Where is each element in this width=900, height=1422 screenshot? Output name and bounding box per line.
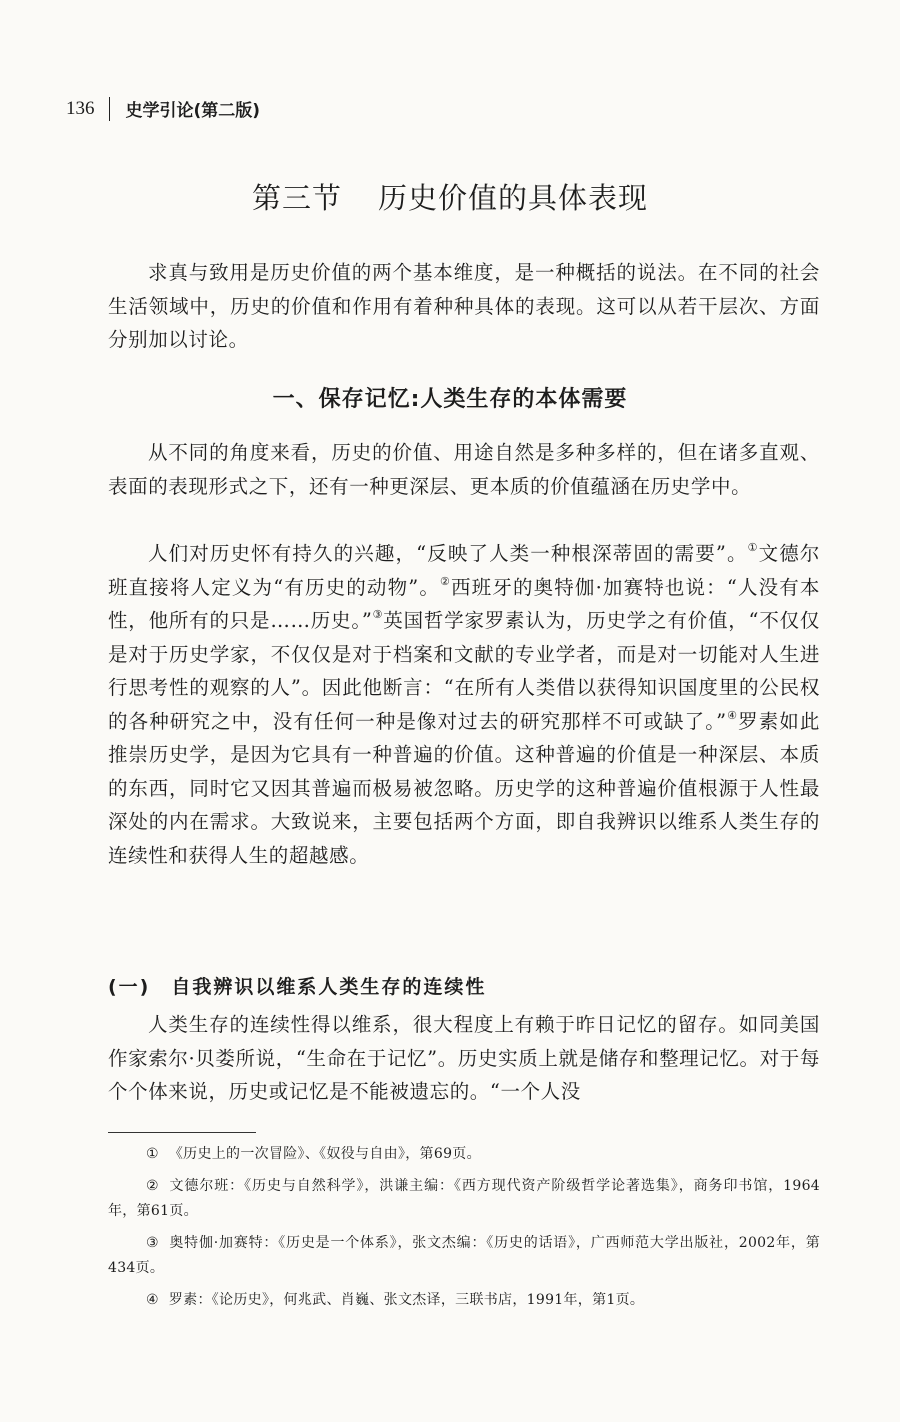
- footnote-mark: ②: [146, 1178, 160, 1194]
- footnote-mark: ④: [146, 1292, 159, 1308]
- footnote-ref-3[interactable]: ③: [372, 608, 384, 621]
- running-header: [66, 96, 260, 121]
- footnote-text: 罗素：《论历史》，何兆武、肖巍、张文杰译，三联书店，1991年，第1页。: [168, 1292, 645, 1308]
- footnote-text: 奥特伽·加赛特：《历史是一个体系》，张文杰编：《历史的话语》，广西师范大学出版社，2002年，第434页。: [108, 1235, 820, 1276]
- footnote-mark: ①: [146, 1146, 159, 1162]
- paragraph-intro: 求真与致用是历史价值的两个基本维度，是一种概括的说法。在不同的社会生活领域中，历史的价值和作用有着种种具体的表现。这可以从若干层次、方面分别加以讨论。: [108, 261, 820, 351]
- page-number: 136: [66, 97, 95, 119]
- subheading-1: 一、保存记忆:人类生存的本体需要: [272, 387, 628, 412]
- paragraph-3-part-e: 罗素如此推崇历史学，是因为它具有一种普遍的价值。这种普遍的价值是一种深层、本质的东西，同时它又因其普遍而极易被忽略。历史学的这种普遍价值根源于人性最深处的内在需求。大致说来，主要包括两个方面，即自我辨识以维系人类生存的连续性和获得人生的超越感。: [108, 709, 820, 867]
- footnote-ref-4[interactable]: ④: [726, 708, 739, 722]
- paragraph-4: 人类生存的连续性得以维系，很大程度上有赖于昨日记忆的留存。如同美国作家索尔·贝娄所说，“生命在于记忆”。历史实质上就是储存和整理记忆。对于每个个体来说，历史或记忆是不能被遗忘的。“一个人没: [108, 1013, 820, 1103]
- footnote-rule: [108, 1132, 256, 1133]
- footnote-mark: ③: [146, 1235, 160, 1251]
- footnote-1: [108, 1142, 820, 1167]
- subheading-2: (一) 自我辨识以维系人类生存的连续性: [108, 976, 487, 998]
- footnote-4: [108, 1288, 820, 1313]
- book-title: 史学引论(第二版): [125, 101, 261, 121]
- footnote-text: 《历史上的一次冒险》、《奴役与自由》，第69页。: [168, 1146, 481, 1162]
- footnote-ref-2[interactable]: ②: [440, 574, 452, 588]
- footnote-2: [108, 1174, 820, 1224]
- section-title: [0, 176, 900, 217]
- paragraph-3-part-c: 西班牙的奥特伽·加赛特也说：“人没有本性，他所有的只是……历史。”: [108, 575, 820, 632]
- section-number: 第三节: [251, 181, 342, 215]
- footnote-text: 文德尔班：《历史与自然科学》，洪谦主编：《西方现代资产阶级哲学论著选集》，商务印书馆，1964年，第61页。: [108, 1178, 820, 1219]
- footnote-3: [108, 1231, 820, 1281]
- footnotes: [108, 1142, 820, 1320]
- footnote-ref-1[interactable]: ①: [747, 541, 759, 554]
- paragraph-3-part-d: 英国哲学家罗素认为，历史学之有价值，“不仅仅是对于历史学家，不仅仅是对于档案和文献的专业学者，而是对一切能对人生进行思考性的观察的人”。因此他断言：“在所有人类借以获得知识国度里的公民权的各种研究之中，没有任何一种是像对过去的研究那样不可或缺了。”: [108, 609, 821, 733]
- paragraph-3: [108, 537, 820, 872]
- paragraph-2: 从不同的角度来看，历史的价值、用途自然是多种多样的，但在诸多直观、表面的表现形式之下，还有一种更深层、更本质的价值蕴涵在历史学中。: [108, 441, 820, 498]
- paragraph-3-part-b: 文德尔班直接将人定义为“有历史的动物”。: [108, 542, 820, 599]
- header-divider: [109, 97, 110, 121]
- paragraph-3-part-a: 人们对历史怀有持久的兴趣，“反映了人类一种根深蒂固的需要”。: [148, 542, 748, 565]
- section-heading: 历史价值的具体表现: [378, 181, 649, 215]
